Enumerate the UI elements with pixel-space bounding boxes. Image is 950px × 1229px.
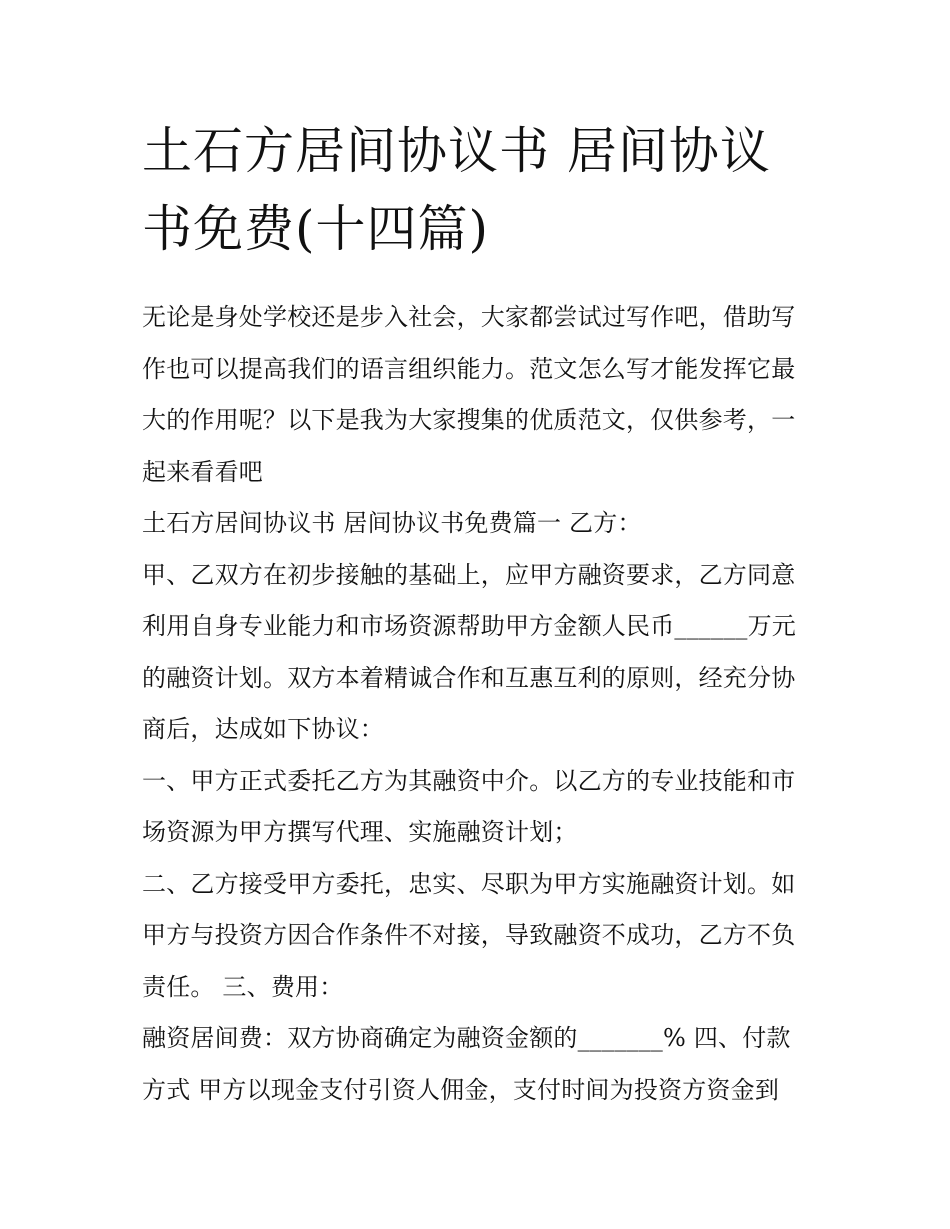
document-title: 土石方居间协议书 居间协议书免费(十四篇) <box>142 122 771 258</box>
intro-paragraph: 无论是身处学校还是步入社会，大家都尝试过写作吧，借助写作也可以提高我们的语言组织能力。范文怎么写才能发挥它最大的作用呢？以下是我为大家搜集的优质范文，仅供参考，一起来看看吧 <box>142 303 796 486</box>
clause-two: 二、乙方接受甲方委托，忠实、尽职为甲方实施融资计划。如甲方与投资方因合作条件不对接，导致融资不成功，乙方不负责任。 三、费用： <box>142 869 796 1001</box>
section-heading: 土石方居间协议书 居间协议书免费篇一 乙方： <box>142 509 642 537</box>
clause-one: 一、甲方正式委托乙方为其融资中介。以乙方的专业技能和市场资源为甲方撰写代理、实施融资计划； <box>142 766 796 846</box>
agreement-preamble: 甲、乙双方在初步接触的基础上，应甲方融资要求，乙方同意利用自身专业能力和市场资源帮助甲方金额人民币______万元的融资计划。双方本着精诚合作和互惠互利的原则，经充分协商后，达成如下协议： <box>142 560 796 743</box>
document-body <box>142 112 814 1116</box>
fee-clause: 融资居间费：双方协商确定为融资金额的_______% 四、付款方式 甲方以现金支付引资人佣金，支付时间为投资方资金到 <box>142 1024 791 1104</box>
